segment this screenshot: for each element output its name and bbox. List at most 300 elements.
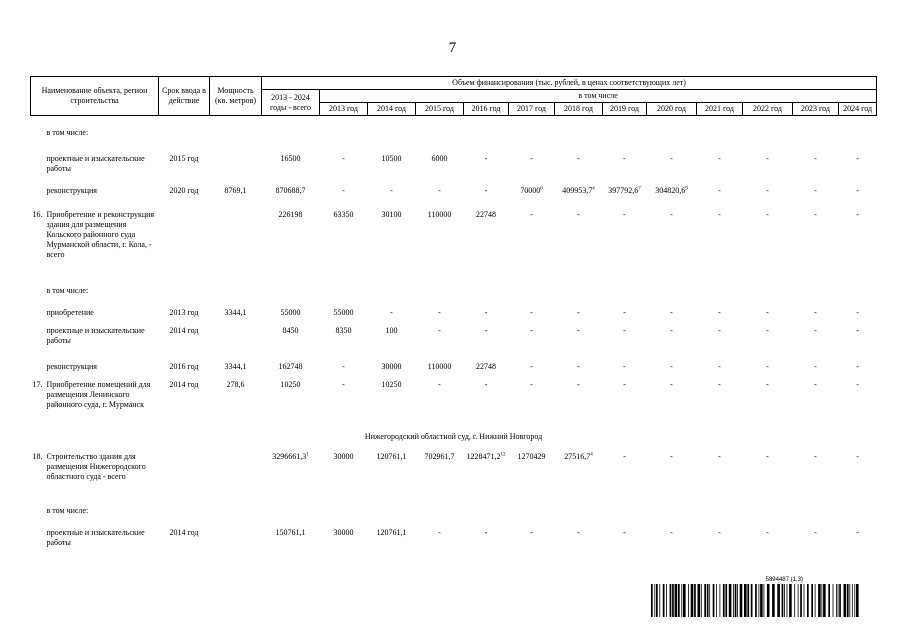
barcode-bar: [666, 584, 667, 617]
commissioning-term: 2014 год: [169, 379, 199, 389]
footnote-mark: 6: [540, 185, 543, 191]
amount-value: -: [856, 209, 859, 219]
barcode-bar: [854, 584, 855, 617]
year-amount: [839, 186, 877, 210]
amount-value: 22748: [476, 361, 497, 371]
year-amount: [320, 210, 368, 286]
year-amount: [793, 154, 839, 186]
amount-value: -: [530, 307, 533, 317]
amount-value: -: [577, 527, 580, 537]
col-header-capacity: Мощность (кв. метров): [210, 77, 262, 116]
amount-value: 1270429: [517, 451, 546, 461]
object-name: реконструкция: [46, 185, 97, 195]
col-header-term: Срок ввода в действие: [159, 77, 210, 116]
amount-value: -: [577, 153, 580, 163]
barcode-bar: [811, 584, 813, 617]
year-amount: [368, 326, 416, 362]
year-amount: [320, 186, 368, 210]
amount-value: -: [484, 325, 488, 335]
col-header-year: 2017 год: [509, 103, 555, 116]
amount-value: -: [856, 325, 859, 335]
amount-value: -: [577, 307, 580, 317]
amount-value: -: [718, 307, 721, 317]
amount-value: -: [484, 185, 488, 195]
amount-value: -: [718, 361, 721, 371]
table-row: [31, 154, 877, 186]
amount-value: -: [766, 361, 769, 371]
commissioning-term: [159, 210, 210, 286]
year-amount: [839, 154, 877, 186]
barcode-bar: [683, 584, 686, 617]
table-row: [31, 506, 877, 528]
barcode-bar: [852, 584, 853, 617]
barcode-bar: [663, 584, 665, 617]
total-amount: [262, 380, 320, 432]
barcode-bar: [723, 584, 725, 617]
barcode-bar: [847, 584, 849, 617]
year-amount: [509, 452, 555, 506]
table-row: [31, 528, 877, 558]
amount-value: -: [530, 527, 533, 537]
row-number: [31, 186, 45, 210]
year-amount: [743, 452, 793, 506]
barcode-bar: [818, 584, 821, 617]
barcode-bar: [822, 584, 823, 617]
barcode-bar: [838, 584, 839, 617]
total-amount: [262, 308, 320, 326]
year-amount: [743, 154, 793, 186]
barcode-bar: [654, 584, 655, 617]
total-value: 16500: [280, 153, 301, 163]
row-number: [31, 154, 45, 186]
row-label: в том числе:: [46, 505, 89, 515]
amount-value: -: [438, 325, 441, 335]
year-amount: [697, 186, 743, 210]
object-name: Строительство здания для размещения Нижегородского областного суда - всего: [46, 451, 146, 481]
year-amount: [509, 362, 555, 380]
amount-value: -: [484, 307, 488, 317]
year-amount: [839, 452, 877, 506]
amount-value: -: [438, 185, 441, 195]
barcode-bar: [782, 584, 784, 617]
table-row: [31, 380, 877, 432]
barcode-bar: [823, 584, 826, 617]
year-amount: [320, 362, 368, 380]
year-amount: [603, 362, 647, 380]
col-header-year: 2018 год: [555, 103, 603, 116]
total-amount: [262, 186, 320, 210]
year-amount: [647, 528, 697, 558]
barcode-bar: [713, 584, 715, 617]
total-amount: [262, 326, 320, 362]
barcode-bar: [729, 584, 732, 617]
commissioning-term: 2020 год: [169, 185, 199, 195]
year-amount: [647, 362, 697, 380]
total-value: 10250: [280, 379, 301, 389]
amount-value: -: [766, 527, 769, 537]
amount-value: -: [530, 325, 533, 335]
year-amount: [555, 452, 603, 506]
total-amount: [262, 452, 320, 506]
year-amount: [743, 308, 793, 326]
amount-value: -: [670, 325, 673, 335]
barcode-bar: [675, 584, 678, 617]
commissioning-term: 2014 год: [169, 527, 199, 537]
table-row: [31, 116, 877, 128]
year-amount: [416, 186, 464, 210]
year-amount: [464, 380, 509, 432]
col-header-year: 2021 год: [697, 103, 743, 116]
barcode-bar: [740, 584, 743, 617]
barcode-bar: [735, 584, 737, 617]
year-amount: [416, 362, 464, 380]
amount-value: -: [670, 451, 673, 461]
year-amount: [743, 528, 793, 558]
barcode-bar: [720, 584, 721, 617]
year-amount: [793, 380, 839, 432]
footnote-mark: 9: [685, 185, 688, 191]
barcode-bar: [777, 584, 780, 617]
amount-value: -: [623, 307, 626, 317]
year-amount: [603, 528, 647, 558]
year-amount: [464, 154, 509, 186]
year-amount: [464, 528, 509, 558]
barcode-bar: [844, 584, 847, 617]
table-row: [31, 452, 877, 506]
capacity: 8769,1: [224, 185, 247, 195]
commissioning-term: 2015 год: [169, 153, 199, 163]
total-amount: [262, 154, 320, 186]
year-amount: [509, 210, 555, 286]
col-header-year: 2022 год: [743, 103, 793, 116]
year-amount: [320, 326, 368, 362]
barcode-bar: [670, 584, 672, 617]
amount-value: -: [577, 325, 580, 335]
barcode-bar: [698, 584, 701, 617]
year-amount: [839, 308, 877, 326]
year-amount: [368, 308, 416, 326]
year-amount: [555, 308, 603, 326]
col-header-year: 2013 год: [320, 103, 368, 116]
amount-value: -: [623, 153, 626, 163]
table-row: [31, 362, 877, 380]
amount-value: -: [856, 185, 859, 195]
barcode-bar: [651, 584, 653, 617]
year-amount: [320, 528, 368, 558]
amount-value: -: [342, 379, 345, 389]
year-amount: [793, 528, 839, 558]
year-amount: [416, 380, 464, 432]
barcode-bar: [764, 584, 765, 617]
year-amount: [555, 362, 603, 380]
year-amount: [509, 308, 555, 326]
barcode-bar: [767, 584, 770, 617]
year-amount: [416, 154, 464, 186]
row-label: в том числе:: [46, 127, 89, 137]
barcode-area: [651, 577, 859, 617]
capacity: 278,6: [226, 379, 245, 389]
year-amount: [509, 380, 555, 432]
year-amount: [743, 362, 793, 380]
year-amount: [839, 210, 877, 286]
amount-value: -: [623, 527, 626, 537]
year-amount: [793, 308, 839, 326]
year-amount: [647, 186, 697, 210]
amount-value: -: [718, 527, 721, 537]
capacity: [210, 452, 262, 506]
amount-value: 10500: [381, 153, 402, 163]
amount-value: -: [530, 361, 533, 371]
col-header-year: 2020 год: [647, 103, 697, 116]
barcode-bar: [659, 584, 660, 617]
amount-value: -: [577, 361, 580, 371]
commissioning-term: 2014 год: [169, 325, 199, 335]
amount-value: 110000: [427, 209, 452, 219]
barcode-bar: [725, 584, 727, 617]
year-amount: [509, 154, 555, 186]
year-amount: [464, 452, 509, 506]
barcode-bar: [751, 584, 753, 617]
amount-value: -: [814, 307, 817, 317]
capacity: 3344,1: [224, 307, 247, 317]
barcode-bar: [672, 584, 674, 617]
object-name: проектные и изыскательские работы: [46, 153, 145, 173]
barcode-bar: [849, 584, 850, 617]
amount-value: -: [718, 153, 721, 163]
year-amount: [603, 210, 647, 286]
barcode-bar: [701, 584, 702, 617]
year-amount: [320, 154, 368, 186]
amount-value: -: [623, 451, 626, 461]
barcode-bar: [747, 584, 749, 617]
year-amount: [509, 326, 555, 362]
amount-value: -: [814, 185, 817, 195]
total-value: 150761,1: [275, 527, 306, 537]
amount-value: -: [766, 451, 769, 461]
year-amount: [555, 528, 603, 558]
amount-value: 6000: [431, 153, 448, 163]
year-amount: [793, 186, 839, 210]
year-amount: [320, 308, 368, 326]
barcode-bar: [856, 584, 859, 617]
year-amount: [555, 154, 603, 186]
total-value: 55000: [280, 307, 301, 317]
capacity: [210, 210, 262, 286]
table-row: [31, 128, 877, 154]
col-header-name: Наименование объекта, регион строительства: [31, 77, 159, 116]
table-row: [31, 286, 877, 308]
row-number: [31, 308, 45, 326]
col-header-year: 2014 год: [368, 103, 416, 116]
amount-value: -: [623, 325, 626, 335]
year-amount: [647, 308, 697, 326]
amount-value: -: [623, 209, 626, 219]
amount-value: -: [766, 379, 769, 389]
amount-value: -: [814, 325, 817, 335]
amount-value: -: [856, 153, 859, 163]
barcode-bar: [744, 584, 747, 617]
barcode-bar: [836, 584, 837, 617]
amount-value: -: [623, 361, 626, 371]
year-amount: [368, 452, 416, 506]
barcode-bar: [694, 584, 696, 617]
barcode-bar: [678, 584, 680, 617]
amount-value: 120761,1: [376, 527, 407, 537]
year-amount: [697, 528, 743, 558]
year-amount: [839, 380, 877, 432]
amount-value: 30100: [381, 209, 402, 219]
footnote-mark: 1: [306, 451, 309, 457]
object-name: Приобретение помещений для размещения Ленинского районного суда, г. Мурманск: [46, 379, 151, 409]
footnote-mark: 12: [500, 451, 506, 457]
year-amount: [368, 380, 416, 432]
amount-value: 1228471,2: [466, 451, 501, 461]
col-header-year: 2015 год: [416, 103, 464, 116]
barcode-bar: [798, 584, 799, 617]
year-amount: [603, 308, 647, 326]
amount-value: 63350: [333, 209, 354, 219]
footnote-mark: 7: [638, 185, 641, 191]
barcode-bar: [789, 584, 792, 617]
year-amount: [697, 210, 743, 286]
col-header-including: в том числе: [320, 90, 877, 103]
year-amount: [368, 528, 416, 558]
barcode-number: 5894487 (1.3): [765, 577, 803, 583]
page-number: 7: [448, 40, 457, 56]
amount-value: 55000: [333, 307, 354, 317]
amount-value: -: [438, 527, 441, 537]
year-amount: [793, 326, 839, 362]
year-amount: [839, 326, 877, 362]
amount-value: -: [814, 527, 817, 537]
amount-value: -: [342, 153, 345, 163]
amount-value: -: [530, 209, 533, 219]
year-amount: [697, 308, 743, 326]
barcode: [651, 584, 859, 617]
barcode-bar: [800, 584, 802, 617]
row-label: в том числе:: [46, 285, 89, 295]
amount-value: -: [766, 307, 769, 317]
amount-value: -: [814, 451, 817, 461]
year-amount: [647, 380, 697, 432]
table-row: [31, 186, 877, 210]
year-amount: [416, 452, 464, 506]
amount-value: -: [390, 185, 393, 195]
amount-value: -: [670, 527, 673, 537]
row-number: 17.: [32, 379, 43, 389]
year-amount: [839, 528, 877, 558]
amount-value: -: [438, 307, 441, 317]
amount-value: -: [856, 379, 859, 389]
year-amount: [464, 186, 509, 210]
amount-value: 409953,7: [562, 185, 593, 195]
amount-value: -: [670, 361, 673, 371]
year-amount: [793, 362, 839, 380]
year-amount: [555, 186, 603, 210]
barcode-bar: [828, 584, 830, 617]
barcode-bar: [787, 584, 788, 617]
barcode-bar: [691, 584, 694, 617]
barcode-bar: [755, 584, 757, 617]
amount-value: 397792,6: [608, 185, 639, 195]
amount-value: -: [623, 379, 626, 389]
year-amount: [320, 380, 368, 432]
year-amount: [368, 186, 416, 210]
amount-value: -: [718, 325, 721, 335]
amount-value: -: [577, 379, 580, 389]
amount-value: 22748: [476, 209, 497, 219]
year-amount: [647, 154, 697, 186]
object-name: реконструкция: [46, 361, 97, 371]
total-value: 3296661,3: [272, 451, 307, 461]
amount-value: -: [438, 379, 441, 389]
amount-value: -: [670, 153, 673, 163]
year-amount: [743, 326, 793, 362]
barcode-bar: [804, 584, 805, 617]
amount-value: 8350: [335, 325, 352, 335]
col-header-year: 2024 год: [839, 103, 877, 116]
barcode-bar: [759, 584, 760, 617]
amount-value: -: [484, 153, 488, 163]
amount-value: -: [670, 307, 673, 317]
amount-value: 702961,7: [424, 451, 455, 461]
year-amount: [743, 210, 793, 286]
region-heading: Нижегородский областной суд, г. Нижний Новгород: [364, 431, 543, 441]
amount-value: 110000: [427, 361, 452, 371]
table-row: [31, 326, 877, 362]
amount-value: -: [530, 153, 533, 163]
object-name: Приобретение и реконструкция здания для размещения Кольского районного суда Мурманской области, г. Кола, - всего: [46, 209, 155, 259]
year-amount: [464, 362, 509, 380]
year-amount: [555, 380, 603, 432]
barcode-bar: [833, 584, 834, 617]
amount-value: -: [814, 209, 817, 219]
table-row: [31, 210, 877, 286]
barcode-bar: [737, 584, 738, 617]
amount-value: -: [530, 379, 533, 389]
amount-value: -: [670, 209, 673, 219]
year-amount: [509, 528, 555, 558]
year-amount: [697, 380, 743, 432]
barcode-bar: [772, 584, 775, 617]
year-amount: [368, 362, 416, 380]
amount-value: -: [766, 185, 769, 195]
amount-value: -: [718, 379, 721, 389]
amount-value: 100: [385, 325, 398, 335]
year-amount: [647, 452, 697, 506]
amount-value: -: [814, 153, 817, 163]
barcode-bar: [807, 584, 809, 617]
barcode-bar: [681, 584, 682, 617]
total-value: 162748: [278, 361, 303, 371]
amount-value: -: [484, 527, 488, 537]
amount-value: -: [342, 185, 345, 195]
year-amount: [509, 186, 555, 210]
amount-value: -: [766, 153, 769, 163]
row-number: [31, 326, 45, 362]
year-amount: [555, 326, 603, 362]
barcode-bar: [688, 584, 689, 617]
amount-value: -: [670, 379, 673, 389]
total-amount: [262, 210, 320, 286]
year-amount: [743, 380, 793, 432]
total-value: 8450: [282, 325, 299, 335]
table-row: [31, 308, 877, 326]
amount-value: -: [856, 307, 859, 317]
amount-value: -: [718, 451, 721, 461]
year-amount: [603, 380, 647, 432]
capacity: [210, 326, 262, 362]
